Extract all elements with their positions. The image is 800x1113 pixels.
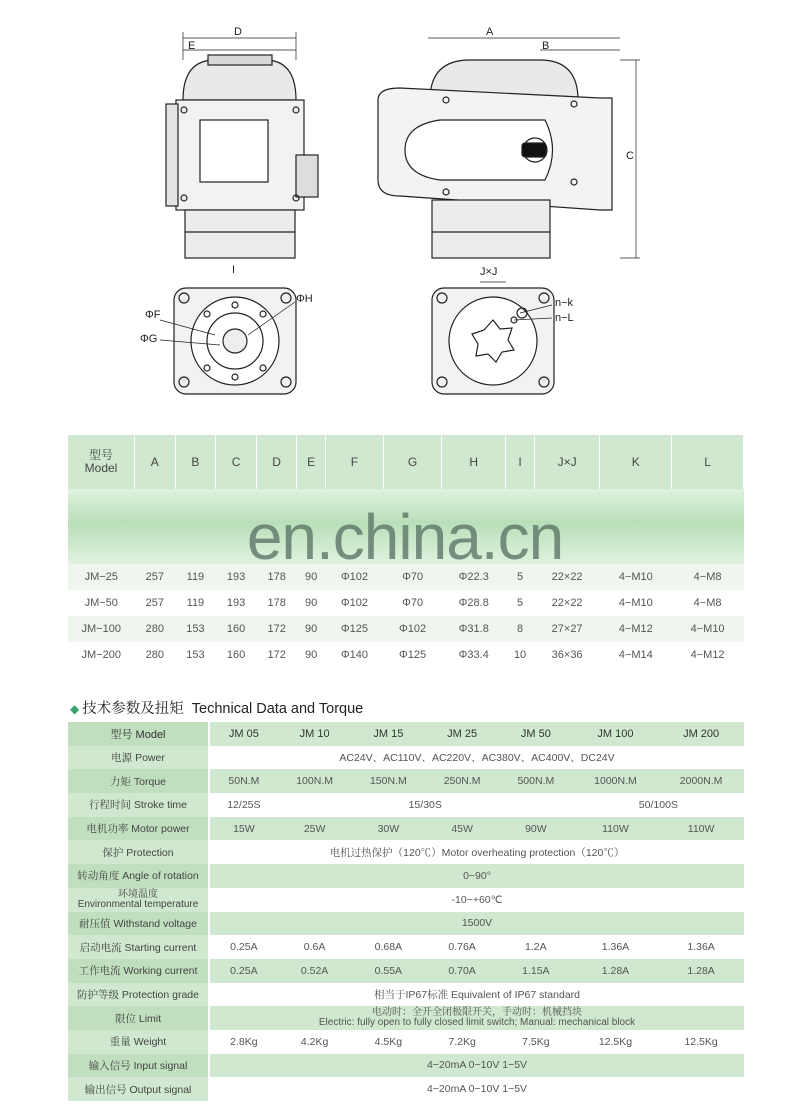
table-row xyxy=(68,935,744,959)
model-cell: JM 05 xyxy=(228,727,259,740)
cell: 27×27 xyxy=(551,623,583,635)
cell: 电机过热保护（120℃）Motor overheating protection（120℃） xyxy=(329,846,625,859)
row-label-cn: 环境温度 xyxy=(118,888,158,900)
cell: 150N.M xyxy=(369,775,407,788)
cell: 4.5Kg xyxy=(374,1035,403,1048)
dim-label-phi-f: ΦF xyxy=(145,309,161,321)
cell: 25W xyxy=(303,822,326,835)
cell: 193 xyxy=(226,571,246,583)
table-row xyxy=(68,793,744,817)
cell: 15W xyxy=(233,822,255,835)
cell: 110W xyxy=(687,822,715,835)
cell: 90 xyxy=(305,649,318,661)
cell: 1.15A xyxy=(522,964,550,977)
model-cell: JM 50 xyxy=(520,727,551,740)
cell: 0.6A xyxy=(303,941,326,954)
cell: 10 xyxy=(513,649,527,661)
cell: 4−M8 xyxy=(693,571,722,583)
table-row xyxy=(68,959,744,983)
dim-label-phi-h: ΦH xyxy=(296,293,313,305)
cell: JM−200 xyxy=(81,649,121,661)
cell: 0.25A xyxy=(230,941,258,954)
cell: 0.25A xyxy=(230,964,258,977)
dim-label-phi-g: ΦG xyxy=(140,333,158,345)
dim-label-i: I xyxy=(232,264,236,276)
model-header-en: Model xyxy=(84,461,118,475)
col-e: E xyxy=(297,435,325,489)
section-title-cn: 技术参数及扭矩 xyxy=(82,701,184,717)
model-header-cn: 型号 xyxy=(88,448,113,462)
table-row xyxy=(68,840,744,864)
cell: 4−M10 xyxy=(618,597,653,609)
limit-en: Electric: fully open to fully closed limit switch; Manual: mechanical block xyxy=(318,1017,636,1029)
cell: 4−M10 xyxy=(618,571,653,583)
cell xyxy=(209,1006,744,1030)
model-cell: JM 10 xyxy=(299,727,330,740)
cell: 4−M12 xyxy=(618,623,653,635)
cell: 22×22 xyxy=(551,571,583,583)
row-label: 保护 Protection xyxy=(68,840,209,864)
cell: 7.5Kg xyxy=(522,1035,550,1048)
row-label: 耐压值 Withstand voltage xyxy=(68,912,209,936)
dim-label-c: C xyxy=(626,150,634,162)
cell: 4−M12 xyxy=(690,649,725,661)
table-row xyxy=(68,864,744,888)
technical-drawing xyxy=(0,0,800,420)
cell: Φ125 xyxy=(399,649,427,661)
table-row xyxy=(68,1006,744,1030)
cell: 1000N.M xyxy=(594,775,637,788)
cell: 110W xyxy=(602,822,629,835)
cell: Φ33.4 xyxy=(458,649,489,661)
cell: AC24V、AC110V、AC220V、AC380V、AC400V、DC24V xyxy=(339,752,615,765)
table-row xyxy=(68,1054,744,1078)
cell: 0.76A xyxy=(448,941,476,954)
row-label: 重量 Weight xyxy=(68,1030,209,1054)
row-label: 电源 Power xyxy=(68,746,209,770)
technical-data-table xyxy=(68,722,744,1101)
col-c: C xyxy=(216,435,257,489)
row-label: 行程时间 Stroke time xyxy=(68,793,209,817)
cell: 1.28A xyxy=(687,964,715,977)
cell: 22×22 xyxy=(551,597,583,609)
cell: 172 xyxy=(267,649,286,661)
cell: Φ28.8 xyxy=(458,597,489,609)
cell: Φ102 xyxy=(340,597,368,609)
cell: 257 xyxy=(145,597,164,609)
cell: 50N.M xyxy=(228,775,260,788)
cell: 90W xyxy=(525,822,547,835)
cell: 178 xyxy=(267,571,286,583)
cell: 119 xyxy=(186,571,205,583)
cell: 1.2A xyxy=(525,941,547,954)
row-label: 型号 Model xyxy=(68,722,209,746)
cell: 5 xyxy=(517,571,524,583)
cell: 50/100S xyxy=(638,798,678,811)
cell: 0.70A xyxy=(448,964,476,977)
cell: -10~+60℃ xyxy=(451,893,503,906)
dim-label-jxj: J×J xyxy=(480,266,498,278)
cell: 90 xyxy=(305,623,318,635)
cell: 100N.M xyxy=(296,775,333,788)
cell: Φ102 xyxy=(399,623,427,635)
col-a: A xyxy=(135,435,176,489)
col-d: D xyxy=(256,435,297,489)
cell: Φ140 xyxy=(340,649,368,661)
cell: JM−50 xyxy=(84,597,118,609)
cell: JM−100 xyxy=(81,623,121,635)
col-l: L xyxy=(672,435,744,489)
cell: 90 xyxy=(305,597,318,609)
row-label: 输入信号 Input signal xyxy=(68,1054,209,1078)
row-label: 工作电流 Working current xyxy=(68,959,209,983)
cell: 1.36A xyxy=(687,941,715,954)
row-label: 转动角度 Angle of rotation xyxy=(68,864,209,888)
table-row xyxy=(68,983,744,1007)
cell: 280 xyxy=(145,623,164,635)
cell: 172 xyxy=(267,623,286,635)
model-cell: JM 25 xyxy=(447,727,478,740)
cell: 12.5Kg xyxy=(598,1035,633,1048)
cell: Φ102 xyxy=(340,571,368,583)
row-label: 力矩 Torque xyxy=(68,769,209,793)
dim-label-d: D xyxy=(234,26,242,38)
cell: 1.36A xyxy=(601,941,630,954)
cell: 500N.M xyxy=(517,775,555,788)
cell: 12.5Kg xyxy=(684,1035,718,1048)
cell: Φ31.8 xyxy=(458,623,489,635)
row-label-en: Environmental temperature xyxy=(77,898,199,910)
table-row xyxy=(68,888,744,912)
cell: Φ70 xyxy=(402,571,424,583)
flange-left-view xyxy=(160,288,296,394)
cell: 0.52A xyxy=(300,964,329,977)
dimensions-header-row xyxy=(68,435,744,489)
cell: 1500V xyxy=(461,917,493,930)
cell: 1.28A xyxy=(601,964,630,977)
cell: 257 xyxy=(145,571,164,583)
cell: JM−25 xyxy=(84,571,118,583)
table-row xyxy=(68,590,744,616)
row-label: 防护等级 Protection grade xyxy=(68,983,209,1007)
row-label xyxy=(68,888,209,912)
model-cell: JM 100 xyxy=(597,727,634,740)
actuator-side-view xyxy=(378,38,640,258)
cell: 2.8Kg xyxy=(230,1035,258,1048)
cell: 12/25S xyxy=(227,798,261,811)
table-row xyxy=(68,642,744,668)
flange-right-view xyxy=(432,282,554,394)
col-f: F xyxy=(325,435,383,489)
model-cell: JM 200 xyxy=(683,727,720,740)
dim-label-e: E xyxy=(188,40,196,52)
table-row xyxy=(68,616,744,642)
cell: 153 xyxy=(186,623,205,635)
col-b: B xyxy=(175,435,216,489)
row-label: 电机功率 Motor power xyxy=(68,817,209,841)
section-title-en: Technical Data and Torque xyxy=(191,701,364,717)
cell: 160 xyxy=(226,623,246,635)
cell: 178 xyxy=(267,597,286,609)
model-header xyxy=(68,435,135,489)
diamond-bullet-icon: ◆ xyxy=(70,702,80,716)
cell: 5 xyxy=(517,597,524,609)
actuator-front-view xyxy=(166,32,318,258)
cell: 8 xyxy=(517,623,524,635)
limit-cn: 电动时：全开全闭极限开关，手动时：机械挡块 xyxy=(372,1007,582,1019)
tech-header-row xyxy=(68,722,744,746)
cell: 相当于IP67标准 Equivalent of IP67 standard xyxy=(373,988,581,1001)
cell: 36×36 xyxy=(551,649,583,661)
table-row xyxy=(68,769,744,793)
cell: 193 xyxy=(226,597,246,609)
row-label: 启动电流 Starting current xyxy=(68,935,209,959)
cell: 0.55A xyxy=(374,964,403,977)
model-cell: JM 15 xyxy=(373,727,404,740)
cell: 280 xyxy=(145,649,164,661)
cell: 250N.M xyxy=(443,775,481,788)
cell: 15/30S xyxy=(408,798,442,811)
cell: 2000N.M xyxy=(679,775,723,788)
dim-label-a: A xyxy=(486,26,494,38)
watermark: en.china.cn xyxy=(246,501,564,573)
cell: 4−M10 xyxy=(690,623,725,635)
cell: 0.68A xyxy=(374,941,403,954)
cell: Φ70 xyxy=(402,597,424,609)
table-row xyxy=(68,746,744,770)
col-g: G xyxy=(384,435,442,489)
cell: 160 xyxy=(226,649,246,661)
cell: 4.2Kg xyxy=(300,1035,329,1048)
col-k: K xyxy=(600,435,672,489)
cell: 4−M8 xyxy=(693,597,722,609)
cell: 153 xyxy=(186,649,205,661)
row-label: 限位 Limit xyxy=(68,1006,209,1030)
cell: Φ22.3 xyxy=(458,571,489,583)
dim-label-b: B xyxy=(542,40,550,52)
table-row xyxy=(68,1077,744,1101)
cell: 7.2Kg xyxy=(448,1035,476,1048)
cell: 45W xyxy=(451,822,473,835)
cell: 119 xyxy=(186,597,205,609)
col-jxj: J×J xyxy=(534,435,600,489)
col-h: H xyxy=(442,435,506,489)
table-row xyxy=(68,1030,744,1054)
cell: Φ125 xyxy=(340,623,368,635)
row-label: 输出信号 Output signal xyxy=(68,1077,209,1101)
cell: 4−20mA 0−10V 1−5V xyxy=(426,1083,528,1096)
dim-label-nk: n−k xyxy=(555,297,574,309)
section-title xyxy=(70,697,363,718)
col-i: I xyxy=(506,435,534,489)
table-row xyxy=(68,817,744,841)
table-row xyxy=(68,912,744,936)
cell: 30W xyxy=(377,822,400,835)
cell: 4−20mA 0−10V 1−5V xyxy=(426,1059,528,1072)
cell: 90 xyxy=(305,571,318,583)
cell: 0~90° xyxy=(463,869,491,882)
dim-label-nl: n−L xyxy=(555,312,574,324)
cell: 4−M14 xyxy=(618,649,653,661)
